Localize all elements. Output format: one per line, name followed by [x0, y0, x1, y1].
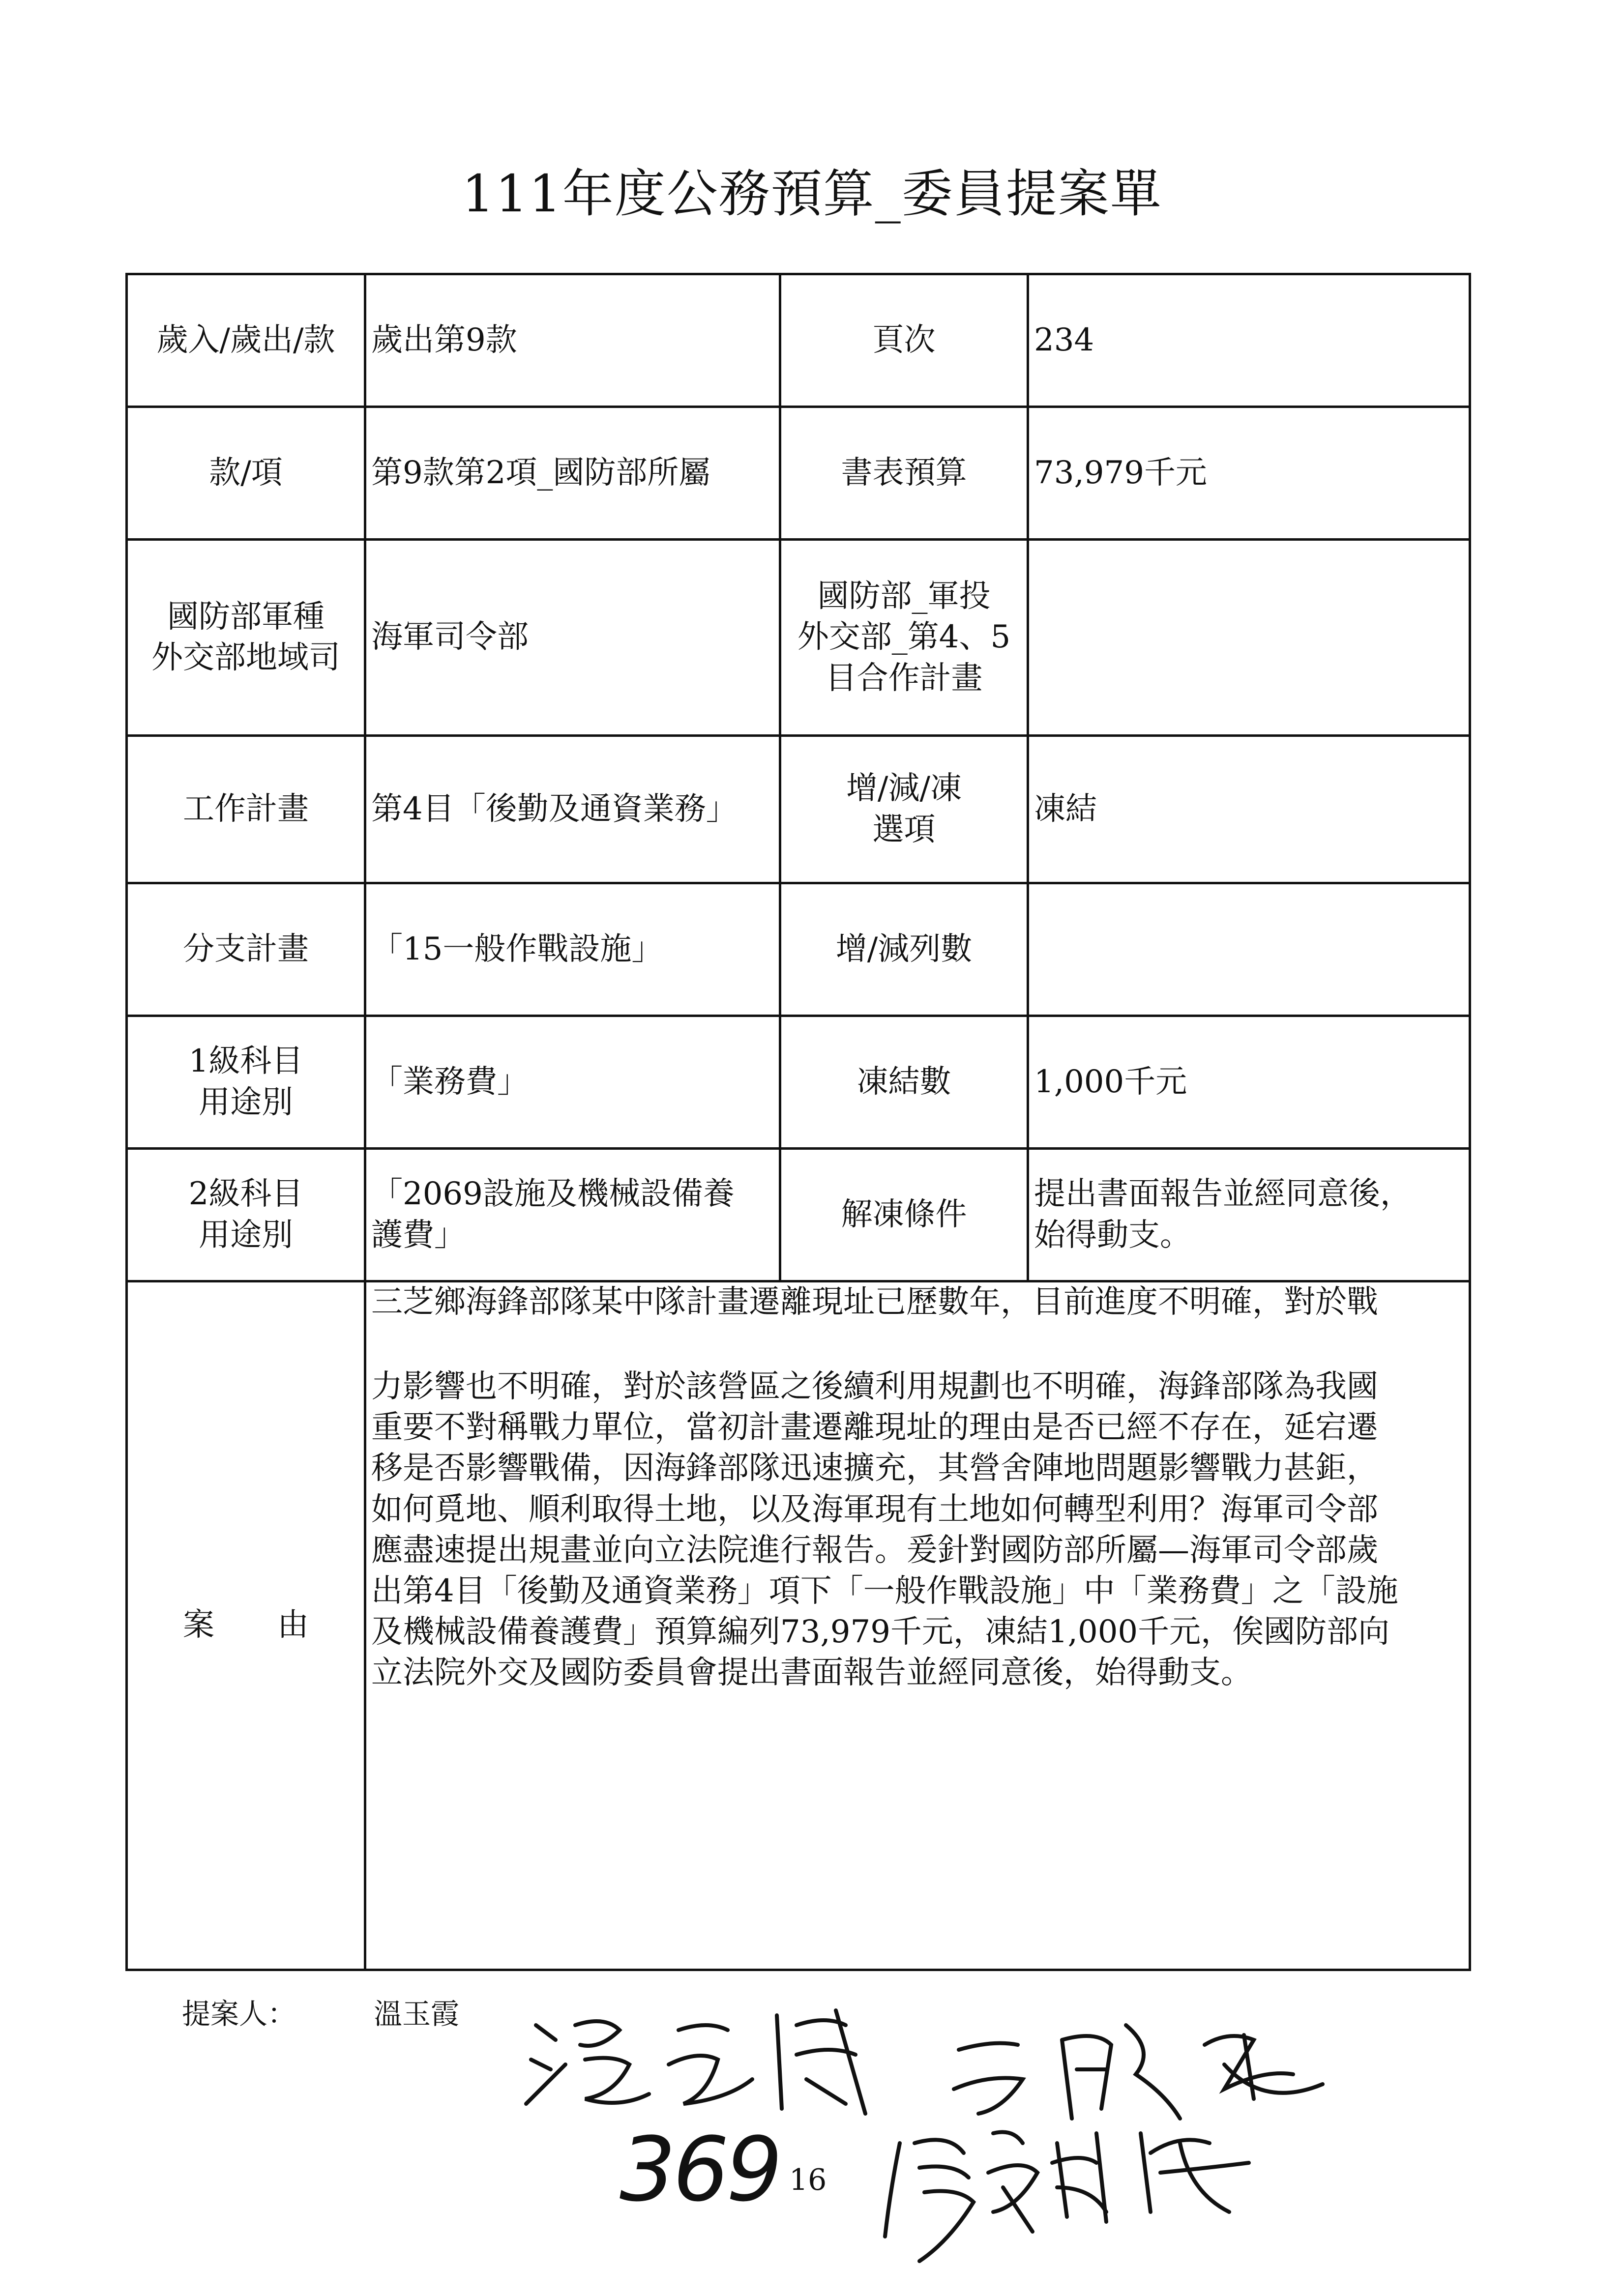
value-line: 護費」	[371, 1217, 466, 1253]
form-title: 111年度公務預算_委員提案單	[462, 164, 1162, 224]
label-cell	[780, 540, 1028, 736]
reason-line: 立法院外交及國防委員會提出書面報告並經同意後，始得動支。	[371, 1655, 1252, 1691]
signature-1	[521, 1996, 915, 2123]
label-cell: 分支計畫	[127, 883, 365, 1016]
value-cell: 歲出第9款	[365, 274, 780, 407]
label-line: 外交部地域司	[151, 639, 340, 676]
value-cell: 「業務費」	[365, 1016, 780, 1149]
handwritten-number: 369	[620, 2119, 780, 2221]
reason-line: 力影響也不明確，對於該營區之後續利用規劃也不明確，海鋒部隊為我國	[371, 1368, 1378, 1405]
value-cell	[1028, 1149, 1470, 1281]
reason-line: 及機械設備養護費」預算編列73,979千元，凍結1,000千元，俟國防部向	[371, 1614, 1390, 1651]
table-row	[127, 883, 1470, 1016]
label-line: 選項	[872, 811, 936, 848]
reason-line: 如何覓地、順利取得土地，以及海軍現有土地如何轉型利用？海軍司令部	[371, 1491, 1378, 1528]
reason-row	[127, 1281, 1470, 1970]
value-cell: 1,000千元	[1028, 1016, 1470, 1149]
label-line: 2級科目	[188, 1176, 303, 1213]
label-cell: 解凍條件	[780, 1149, 1028, 1281]
reason-line: 三芝鄉海鋒部隊某中隊計畫遷離現址已歷數年，目前進度不明確，對於戰	[371, 1284, 1378, 1320]
value-line: 始得動支。	[1034, 1217, 1191, 1253]
proposal-form-table	[125, 273, 1471, 1971]
value-cell: 第9款第2項_國防部所屬	[365, 407, 780, 540]
table-row	[127, 736, 1470, 883]
label-cell: 款/項	[127, 407, 365, 540]
label-cell	[127, 1016, 365, 1149]
value-cell	[1028, 883, 1470, 1016]
reason-line: 重要不對稱戰力單位，當初計畫遷離現址的理由是否已經不存在，延宕遷	[371, 1409, 1378, 1446]
reason-line: 出第4目「後勤及通資業務」項下「一般作戰設施」中「業務費」之「設施	[371, 1572, 1398, 1609]
label-cell: 凍結數	[780, 1016, 1028, 1149]
label-line: 目合作計畫	[825, 660, 983, 697]
label-cell: 歲入/歲出/款	[127, 274, 365, 407]
label-line: 用途別	[199, 1084, 293, 1121]
label-cell	[127, 540, 365, 736]
table-row	[127, 1149, 1470, 1281]
table-row	[127, 274, 1470, 407]
table-row	[127, 1016, 1470, 1149]
signature-3	[875, 2114, 1269, 2276]
label-line: 外交部_第4、5	[797, 619, 1011, 656]
value-cell	[1028, 540, 1470, 736]
value-cell: 234	[1028, 274, 1470, 407]
reason-text	[365, 1281, 1470, 1970]
table-row	[127, 540, 1470, 736]
label-line: 1級科目	[188, 1043, 303, 1080]
signature-2	[949, 2010, 1342, 2128]
label-cell: 書表預算	[780, 407, 1028, 540]
value-cell: 「15一般作戰設施」	[365, 883, 780, 1016]
label-line: 增/減/凍	[846, 770, 962, 807]
proposer-label: 提案人：	[182, 1997, 296, 2031]
label-cell: 工作計畫	[127, 736, 365, 883]
value-cell: 凍結	[1028, 736, 1470, 883]
value-cell: 海軍司令部	[365, 540, 780, 736]
value-line: 「2069設施及機械設備養	[371, 1176, 735, 1213]
label-cell	[127, 1149, 365, 1281]
value-cell: 第4目「後勤及通資業務」	[365, 736, 780, 883]
label-cell: 頁次	[780, 274, 1028, 407]
label-cell	[780, 736, 1028, 883]
page-number: 16	[789, 2163, 827, 2197]
label-line: 用途別	[199, 1217, 293, 1253]
table-row	[127, 407, 1470, 540]
reason-label: 案 由	[127, 1281, 365, 1970]
reason-line: 移是否影響戰備，因海鋒部隊迅速擴充，其營舍陣地問題影響戰力甚鉅，	[371, 1450, 1378, 1487]
label-line: 國防部軍種	[167, 598, 325, 635]
value-cell	[365, 1149, 780, 1281]
reason-line: 應盡速提出規畫並向立法院進行報告。爰針對國防部所屬—海軍司令部歲	[371, 1532, 1378, 1569]
value-line: 提出書面報告並經同意後，	[1034, 1176, 1412, 1213]
label-line: 國防部_軍投	[817, 578, 991, 615]
proposer-name: 溫玉霞	[374, 1997, 460, 2031]
value-cell: 73,979千元	[1028, 407, 1470, 540]
label-cell: 增/減列數	[780, 883, 1028, 1016]
